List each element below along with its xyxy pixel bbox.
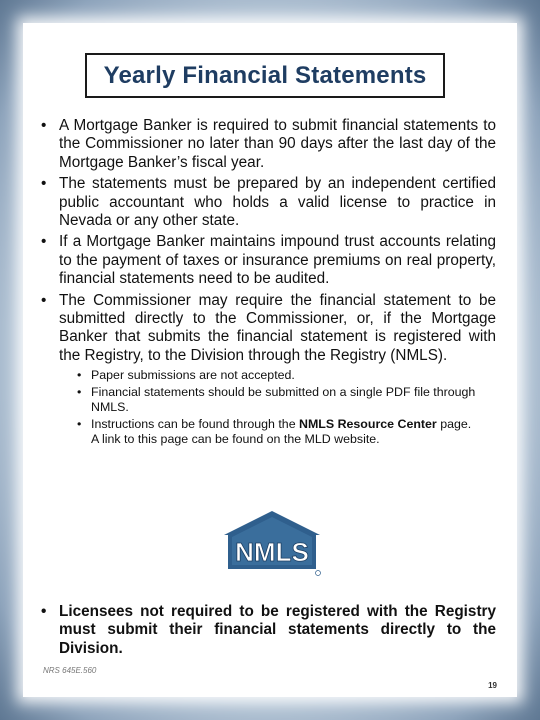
bullet-text: The Commissioner may require the financial statement to be submitted directly to the Commissioner, or, if the Mortgage Banker that submits the financial statement is registered with the Registry, to the Division through the Registry (NMLS). — [59, 291, 496, 364]
slide — [23, 23, 517, 697]
bullet-text: If a Mortgage Banker maintains impound trust accounts relating to the payment of taxes or insurance premiums on real property, financial statements need to be audited. — [59, 233, 496, 288]
bullet-item — [41, 175, 496, 230]
bullet-dot: • — [41, 117, 47, 134]
nmls-logo — [220, 509, 324, 577]
bullet-dot: • — [77, 368, 82, 383]
sub-bullet-text-pre: Instructions can be found through the — [91, 416, 300, 431]
bullet-dot: • — [77, 416, 82, 431]
bullet-item — [41, 292, 496, 366]
bullet-item — [41, 233, 496, 288]
registered-mark-icon — [316, 571, 321, 576]
bullet-dot: • — [77, 384, 82, 399]
title-box — [85, 53, 445, 98]
sub-bullet-item — [77, 385, 477, 416]
bullet-text: A Mortgage Banker is required to submit financial statements to the Commissioner no later than 90 days after the last day of the Mortgage Banker’s fiscal year. — [59, 117, 496, 171]
page-title: Yearly Financial Statements — [103, 61, 427, 89]
bullet-list — [41, 117, 496, 449]
sub-bullet-text-post: page. A link to this page can be found on the MLD website. — [91, 416, 472, 447]
bullet-dot: • — [41, 291, 47, 309]
bullet-dot: • — [41, 175, 47, 193]
bullet-dot: • — [41, 233, 47, 251]
bullet-item — [41, 117, 496, 172]
nmls-resource-center-link[interactable]: NMLS Resource Center — [299, 416, 437, 431]
bullet-text: Licensees not required to be registered with the Registry must submit their financial statements directly to the Division. — [59, 603, 496, 657]
sub-bullet-item — [77, 417, 477, 448]
statute-reference: NRS 645E.560 — [43, 666, 97, 675]
sub-bullet-text: Financial statements should be submitted on a single PDF file through NMLS. — [91, 384, 476, 415]
page-number: 19 — [488, 681, 497, 690]
sub-bullet-text: Paper submissions are not accepted. — [91, 368, 295, 383]
bullet-text: The statements must be prepared by an independent certified public accountant who holds a valid license to practice in Nevada or any other state. — [59, 175, 496, 230]
sub-bullet-list — [77, 368, 477, 448]
final-bullet-list — [41, 603, 496, 661]
bullet-dot: • — [41, 603, 47, 620]
sub-bullet-item — [77, 368, 477, 384]
bullet-item — [41, 603, 496, 658]
logo-text: NMLS — [235, 537, 309, 567]
